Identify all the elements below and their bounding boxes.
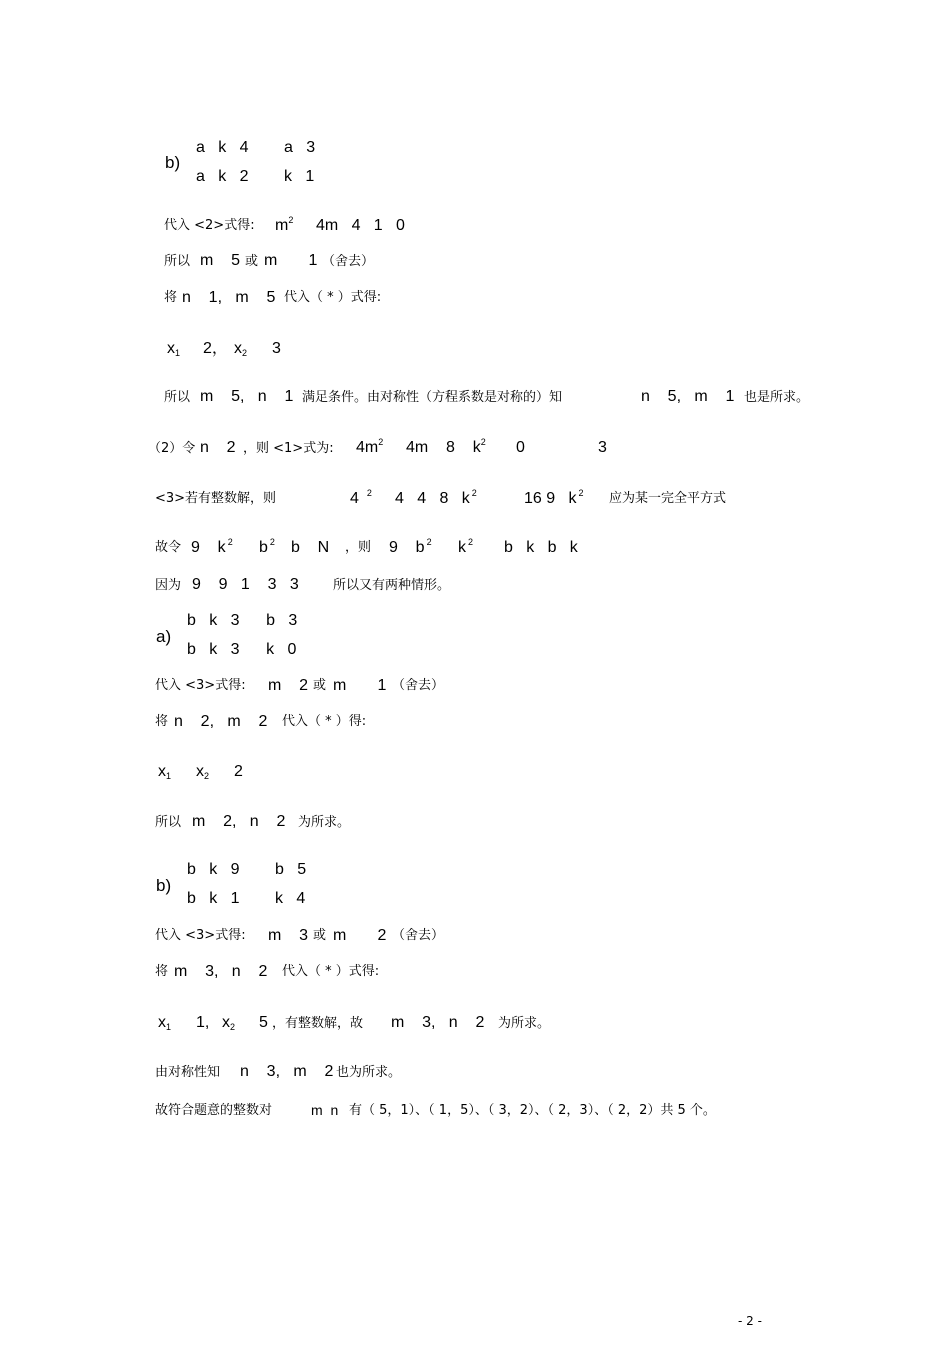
text: 也是所求。: [744, 390, 810, 405]
text: ，则: [345, 540, 372, 555]
math: 4m 8 $k^2$: [406, 437, 486, 456]
text: 代入（ * ）式得:: [282, 964, 380, 979]
math: 9 k $^2$: [191, 537, 233, 556]
text: 所以又有两种情形。: [333, 578, 451, 593]
text: 故令: [155, 540, 182, 555]
math: 4 4 8 k $^2$: [395, 488, 477, 507]
text: <3>若有整数解，则: [155, 491, 277, 506]
math: m 3: [268, 927, 309, 944]
math: m 1: [333, 677, 387, 694]
math: b k b k: [504, 539, 578, 556]
text: 故符合题意的整数对: [155, 1103, 273, 1118]
math: m 2: [333, 927, 387, 944]
text: 因为: [155, 578, 182, 593]
text: （舍去）: [392, 928, 445, 943]
text: 或: [245, 254, 259, 269]
text: 所以: [164, 390, 191, 405]
text: 也为所求。: [336, 1065, 402, 1080]
math: 16 9 k $^2$: [524, 488, 584, 507]
math: b N: [291, 539, 330, 556]
math: x1: [158, 763, 172, 781]
case-label: a): [156, 627, 172, 646]
math: 0: [516, 439, 525, 456]
math: m 5, n 1: [200, 388, 294, 405]
math: 9 9 1 3 3: [192, 576, 299, 593]
equation-row: a k 4 a 3: [196, 139, 316, 156]
text: 所以: [164, 254, 191, 269]
text: （2）令: [148, 441, 196, 456]
math: $m^2$: [275, 215, 294, 234]
math: n 1, m 5: [182, 289, 276, 306]
text: ，则 <1>式为:: [243, 441, 334, 456]
text: 代入 <3>式得:: [155, 678, 246, 693]
text: 为所求。: [498, 1016, 551, 1031]
equation-row: b k 3 b 3: [187, 612, 298, 629]
text: 为所求。: [298, 815, 351, 830]
case-label: b): [165, 153, 181, 172]
math: m 3, n 2: [174, 963, 268, 980]
math: m 1: [264, 252, 318, 269]
math: 4m 4 1 0: [316, 217, 405, 234]
text: 由对称性知: [155, 1065, 221, 1080]
equation-row: b k 1 k 4: [187, 890, 306, 907]
math: 3: [272, 340, 281, 357]
text: ，有整数解，故: [272, 1016, 364, 1031]
text: 所以: [155, 815, 182, 830]
text: 代入（ * ）得:: [282, 714, 367, 729]
math: m 3, n 2: [391, 1014, 485, 1031]
equation-row: b k 3 k 0: [187, 641, 297, 658]
text: （舍去）: [322, 254, 375, 269]
text: （舍去）: [392, 678, 445, 693]
math: x2: [196, 763, 210, 781]
case-label: b): [156, 876, 172, 895]
math: m 2, n 2: [192, 813, 286, 830]
math: 2，: [203, 340, 228, 357]
math: x1: [167, 340, 181, 358]
text: 代入 <2>式得:: [164, 218, 255, 233]
math: n 2, m 2: [174, 713, 268, 730]
text: 将: [164, 290, 178, 305]
math: 3: [598, 439, 607, 456]
text: 有（ 5，1）、（ 1，5）、（ 3，2）、（ 2，3）、（ 2，2）共 5 个。: [349, 1103, 716, 1118]
math: m n: [311, 1102, 339, 1118]
equation-row: b k 9 b 5: [187, 861, 307, 878]
page-number: - 2 -: [738, 1314, 762, 1328]
math: m 5: [200, 252, 241, 269]
math: n 2: [200, 439, 236, 456]
math: m 2: [268, 677, 309, 694]
math: 1,: [196, 1014, 210, 1031]
math: $4m^2$: [356, 437, 384, 456]
text: 代入（ * ）式得:: [284, 290, 382, 305]
text: 应为某一完全平方式: [609, 491, 727, 506]
math: k $^2$: [458, 537, 474, 556]
math: n 3, m 2: [240, 1063, 334, 1080]
math: b $^2$: [259, 537, 275, 556]
math: 4 $^2$: [350, 488, 372, 507]
text: 将: [155, 714, 169, 729]
text: 满足条件。由对称性（方程系数是对称的）知: [302, 390, 563, 405]
text: 代入 <3>式得:: [155, 928, 246, 943]
math: x1: [158, 1014, 172, 1032]
equation-row: a k 2 k 1: [196, 168, 315, 185]
text: 或: [313, 678, 327, 693]
math: 9 b $^2$: [389, 537, 432, 556]
math: n 5, m 1: [641, 388, 735, 405]
math: 2: [234, 763, 243, 780]
text: 或: [313, 928, 327, 943]
text: 将: [155, 964, 169, 979]
math: 5: [259, 1014, 268, 1031]
math: x2: [234, 340, 248, 358]
math: x2: [222, 1014, 236, 1032]
